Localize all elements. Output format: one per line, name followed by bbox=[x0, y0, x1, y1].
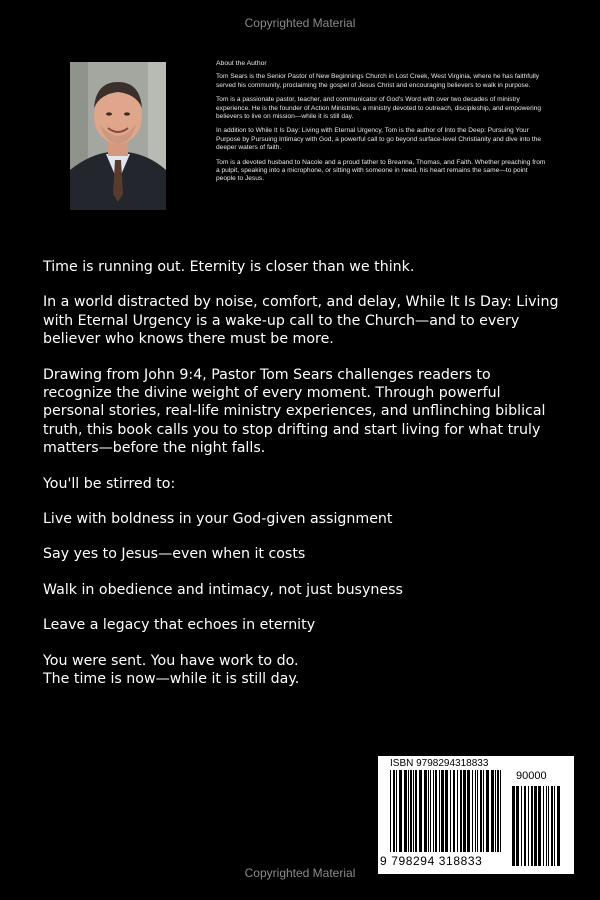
author-paragraph: Tom is a passionate pastor, teacher, and communicator of God's Word with over two decades of ministry experience. He is the founder of Action Ministries, a ministry devoted to outreach, discipleship, and empowering believers to live on mission—while it is still day. bbox=[216, 96, 542, 121]
author-portrait-icon bbox=[70, 62, 166, 210]
closing-line: The time is now—while it is still day. bbox=[43, 671, 300, 688]
barcode-bar bbox=[546, 786, 547, 866]
barcode-bar bbox=[441, 770, 444, 852]
list-item: Live with boldness in your God-given assignment bbox=[43, 511, 393, 528]
watermark-top: Copyrighted Material bbox=[244, 16, 356, 30]
list-item: Leave a legacy that echoes in eternity bbox=[43, 617, 316, 634]
barcode-bar bbox=[393, 770, 395, 852]
barcode-bar bbox=[521, 786, 522, 866]
back-cover-blurb bbox=[43, 258, 563, 689]
about-the-author bbox=[216, 60, 546, 190]
author-paragraph: Tom Sears is the Senior Pastor of New Beginnings Church in Lost Creek, West Virginia, where he has faithfully served his community, proclaiming the gospel of Jesus Christ and encouraging believers to walk in purpose. bbox=[216, 73, 540, 89]
barcode-bar bbox=[433, 770, 434, 852]
barcode-bar bbox=[557, 786, 560, 866]
barcode-bar bbox=[486, 770, 489, 852]
list-item: Walk in obedience and intimacy, not just busyness bbox=[43, 581, 403, 598]
barcode-bar bbox=[554, 786, 555, 866]
barcode-bar bbox=[524, 786, 526, 866]
barcode-bar bbox=[419, 770, 422, 852]
barcode-bar bbox=[495, 770, 496, 852]
barcode-bar bbox=[512, 786, 515, 866]
barcode-bar bbox=[551, 786, 553, 866]
author-paragraph: In addition to While It Is Day: Living with Eternal Urgency, Tom is the author of Into the Deep: Pursuing Your Purpose by Pursuing Intimacy with God, a powerful call to go beyond surface-level Christianity and dive into the deeper waters of faith. bbox=[216, 127, 542, 152]
barcode-bar bbox=[531, 786, 533, 866]
list-item: Say yes to Jesus—even when it costs bbox=[43, 546, 306, 563]
barcode-bar bbox=[491, 770, 494, 852]
barcode-bar bbox=[548, 786, 549, 866]
barcode-bar bbox=[428, 770, 429, 852]
barcode-bar bbox=[435, 770, 437, 852]
barcode-bar bbox=[404, 770, 407, 852]
blurb-paragraph: In a world distracted by noise, comfort, and delay, While It Is Day: Living with Eternal Urgency is a wake-up call to the Church—and to every believer who knows there must be more. bbox=[43, 294, 559, 348]
barcode-bar bbox=[415, 770, 417, 852]
list-intro: You'll be stirred to: bbox=[43, 475, 176, 492]
barcode-bar bbox=[408, 770, 409, 852]
barcode-bar bbox=[439, 770, 440, 852]
barcode-bar bbox=[534, 786, 537, 866]
barcode-bar bbox=[413, 770, 414, 852]
author-photo bbox=[70, 62, 166, 210]
barcode-bar bbox=[457, 770, 458, 852]
barcode-bar bbox=[430, 770, 431, 852]
author-paragraph: Tom is a devoted husband to Nacole and a proud father to Breanna, Thomas, and Faith. Whether preaching from a pulpit, speaking into a microphone, or sitting with someone in need, his heart remains the same—to point people to Jesus. bbox=[216, 158, 546, 183]
price-code: 90000 bbox=[516, 770, 547, 782]
isbn-label: ISBN 9798294318833 bbox=[390, 758, 489, 769]
barcode-bar bbox=[543, 786, 544, 866]
barcode-bar bbox=[483, 770, 484, 852]
barcode-bar bbox=[450, 770, 451, 852]
barcode-bar bbox=[445, 770, 448, 852]
isbn-barcode-box bbox=[378, 756, 574, 874]
barcode-bar bbox=[463, 770, 466, 852]
barcode-bar bbox=[480, 770, 482, 852]
watermark-bottom: Copyrighted Material bbox=[244, 866, 356, 880]
barcode-bar bbox=[460, 770, 462, 852]
barcode-bar bbox=[399, 770, 402, 852]
barcode-bar bbox=[528, 786, 529, 866]
isbn-digits: 9 798294 318833 bbox=[380, 854, 483, 868]
barcode-bar bbox=[516, 786, 519, 866]
barcode-bar bbox=[410, 770, 412, 852]
barcode-bar bbox=[424, 770, 427, 852]
barcode-bar bbox=[453, 770, 455, 852]
barcode-bar bbox=[467, 770, 470, 852]
barcode-bar bbox=[538, 786, 541, 866]
barcode-bar bbox=[497, 770, 499, 852]
blurb-paragraph: Drawing from John 9:4, Pastor Tom Sears challenges readers to recognize the divine weight of every moment. Through powerful personal stories, real-life ministry experiences, and unflinching biblical truth, this book calls you to stop drifting and start living for what truly matters—before the night falls. bbox=[43, 366, 546, 457]
barcode-bar bbox=[475, 770, 476, 852]
author-heading: About the Author bbox=[216, 60, 267, 67]
barcode-bar bbox=[472, 770, 473, 852]
blurb-opening: Time is running out. Eternity is closer than we think. bbox=[43, 259, 415, 275]
barcode-bar bbox=[396, 770, 397, 852]
barcode-bar bbox=[477, 770, 478, 852]
barcode-bar bbox=[390, 770, 391, 852]
closing-line: You were sent. You have work to do. bbox=[43, 652, 299, 669]
barcode-bar bbox=[500, 770, 501, 852]
